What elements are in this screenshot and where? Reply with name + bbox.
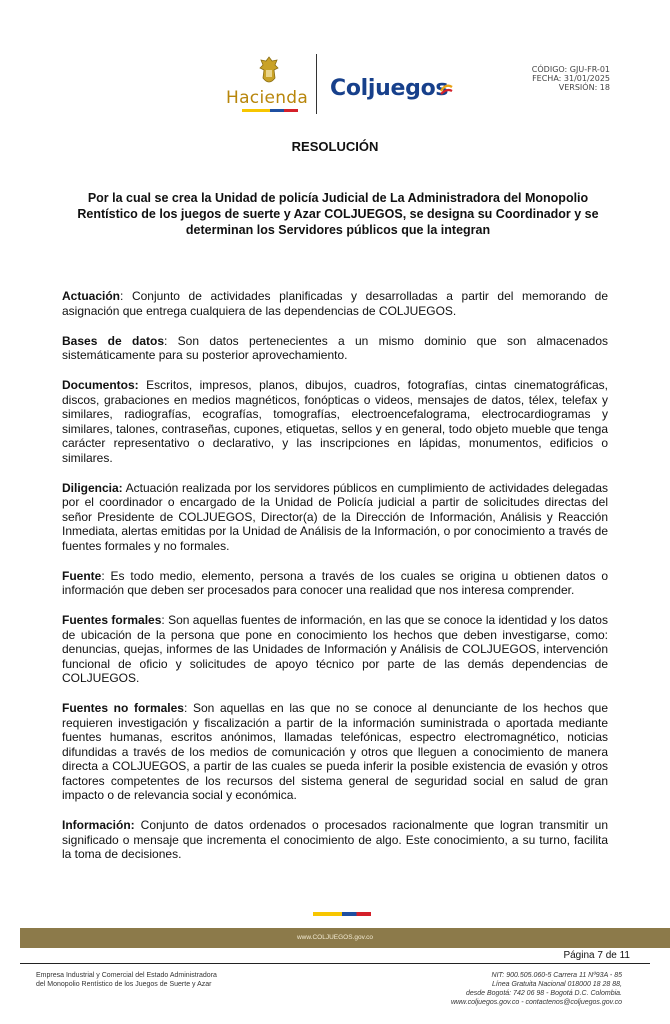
definition-text: Es todo medio, elemento, persona a través de los cuales se origina u obtienen datos o información que deben ser procesados para conocer una realidad que nos interesa comprender. bbox=[62, 568, 608, 597]
document-meta bbox=[532, 65, 610, 92]
definition-term: Actuación bbox=[62, 289, 121, 303]
colombia-flag-stripe bbox=[242, 109, 298, 112]
document-code: CÓDIGO: GJU-FR-01 bbox=[531, 65, 610, 74]
resolution-subtitle: Por la cual se crea la Unidad de policía Judicial de La Administradora del Monopolio Rentístico de los juegos de suerte y Azar COLJUEGOS, se designa su Coordinador y se determinan los Servidores públicos que la integran bbox=[77, 191, 599, 237]
definition-separator: : bbox=[183, 701, 188, 715]
definition-term: Información: bbox=[62, 818, 135, 832]
coat-of-arms-icon bbox=[258, 56, 280, 88]
definition-separator: : bbox=[101, 568, 105, 583]
footer-company-line: del Monopolio Rentístico de los Juegos de Suerte y Azar bbox=[36, 981, 212, 988]
definition-item bbox=[62, 481, 608, 554]
footer-contact-line: NIT: 900.505.060-5 Carrera 11 Nº93A - 85 bbox=[491, 972, 622, 979]
document-date: FECHA: 31/01/2025 bbox=[532, 74, 610, 83]
definition-item bbox=[62, 818, 608, 862]
definition-term: Fuentes formales bbox=[62, 613, 162, 627]
definition-item bbox=[62, 378, 608, 465]
definition-item bbox=[62, 334, 608, 363]
footer-divider bbox=[20, 963, 650, 964]
footer-company-line: Empresa Industrial y Comercial del Estado Administradora bbox=[36, 972, 217, 979]
definition-separator: : bbox=[161, 613, 165, 627]
footer-company-info bbox=[36, 971, 217, 989]
definition-term: Bases de datos bbox=[62, 333, 164, 348]
definition-text: Conjunto de actividades planificadas y desarrolladas a partir del memorando de asignación que entrega cualquiera de las dependencias de COLJUEGOS. bbox=[62, 289, 608, 318]
coljuegos-logo-mark-icon bbox=[439, 82, 453, 96]
definition-separator: : bbox=[164, 333, 168, 348]
page-title: RESOLUCIÓN bbox=[291, 139, 379, 154]
definition-text: Son aquellas fuentes de información, en las que se conoce la identidad y los datos de ubicación de la persona que pone en conocimiento los hechos que deben investigarse, como: denuncias, quejas, informes de las Unidades de Información y Análisis de COLJUEGOS, intervención funcional de oficio y solicitudes de apoyo técnico por parte de las demás dependencias de COLJUEGOS. bbox=[62, 613, 608, 685]
definition-item bbox=[62, 289, 608, 318]
definition-item bbox=[62, 569, 608, 598]
coljuegos-logo-text: Coljuegos bbox=[330, 76, 449, 101]
definition-text: Son aquellas en las que no se conoce al denunciante de los hechos que requieren investigación y fiscalización a partir de la información suministrada o aportada mediante fuentes humanas, escritos anónimos, llamadas telefónicas, espectro electromagnético, noticias difundidas a través de los medios de comunicación y otros que lleguen a conocimiento de manera directa a COLJUEGOS, a partir de las cuales se pueda inferir la posible existencia de evasión y otros factores competentes de los recursos del sistema general de seguridad social en salud de gran impacto o de relevancia social y económica. bbox=[62, 701, 608, 802]
footer-contact-info bbox=[451, 971, 622, 1007]
definitions-list bbox=[62, 289, 608, 877]
definition-term: Diligencia: bbox=[62, 480, 123, 495]
definition-item bbox=[62, 613, 608, 686]
footer-contact-line: desde Bogotá: 742 06 98 - Bogotá D.C. Colombia. bbox=[465, 990, 622, 997]
definition-separator: : bbox=[120, 289, 124, 303]
footer-contact-line: www.coljuegos.gov.co - contactenos@coljuegos.gov.co bbox=[450, 999, 622, 1006]
hacienda-logo-text: Hacienda bbox=[226, 88, 309, 108]
page-number: Página 7 de 11 bbox=[563, 950, 630, 961]
definition-text: Actuación realizada por los servidores públicos en cumplimiento de actividades delegadas por el coordinador o encargado de la Unidad de Policía judicial a partir de solicitudes directas del señor Presidente de COLJUEGOS, Director(a) de la Dirección de Información, Análisis y Reacción Inmediata, alertas emitidas por la Unidad de Análisis de la Información, o por conocimiento a través de fuentes formales y no formales. bbox=[62, 480, 608, 553]
definition-term: Documentos: bbox=[62, 378, 139, 392]
footer-website: www.COLJUEGOS.gov.co bbox=[296, 934, 374, 941]
definition-text: Conjunto de datos ordenados o procesados racionalmente que logran transmitir un significado o mensaje que incrementa el conocimiento de algo. Este conocimiento, a su turno, facilita la toma de decisiones. bbox=[62, 818, 608, 861]
definition-term: Fuente bbox=[62, 568, 102, 583]
logo-divider bbox=[316, 54, 317, 114]
document-version: VERSIÓN: 18 bbox=[558, 83, 610, 92]
definition-item bbox=[62, 701, 608, 803]
footer-contact-line: Línea Gratuita Nacional 018000 18 28 88, bbox=[492, 981, 622, 988]
footer-flag-stripe bbox=[313, 912, 371, 916]
definition-text: Escritos, impresos, planos, dibujos, cuadros, fotografías, cintas cinematográficas, discos, grabaciones en medios magnéticos, fonópticas o videos, mensajes de datos, télex, telefax y similares, radiografías, ecografías, tomografías, electroencefalograma, electrocardiogramas y similares, talones, contraseñas, cupones, etiquetas, sellos y en general, todo objeto mueble que tenga carácter representativo o declarativo, y las inscripciones en lápidas, monumentos, edificios o similares. bbox=[62, 378, 608, 465]
definition-term: Fuentes no formales bbox=[62, 701, 184, 715]
definition-text: Son datos pertenecientes a un mismo dominio que son almacenados sistemáticamente para su posterior aprovechamiento. bbox=[62, 333, 608, 362]
